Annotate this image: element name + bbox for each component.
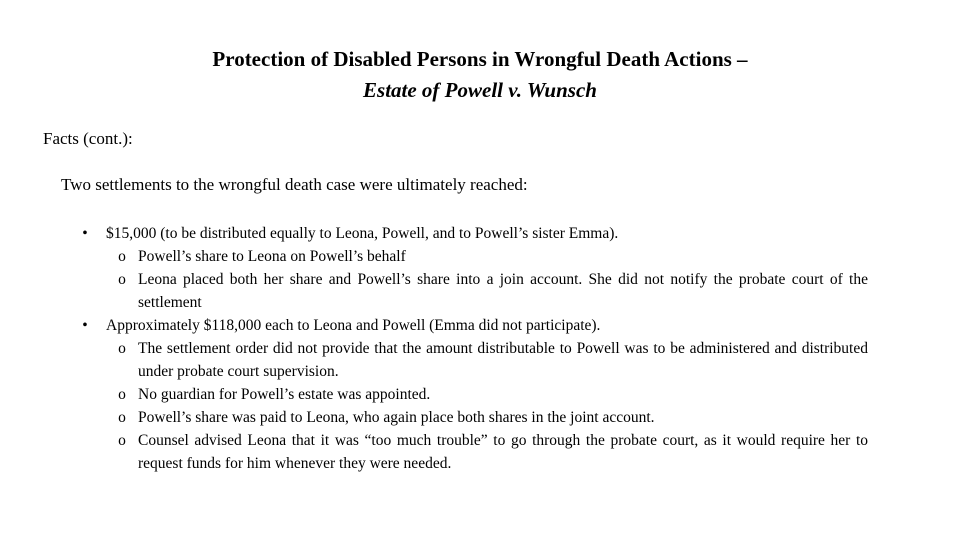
circle-bullet-icon: o <box>118 340 126 357</box>
sub-bullet-item <box>78 268 868 314</box>
sub-bullet-text: Powell’s share to Leona on Powell’s behalf <box>138 248 406 265</box>
bullet-item <box>78 314 868 337</box>
sub-bullet-text: No guardian for Powell’s estate was appointed. <box>138 386 431 403</box>
sub-bullet-text: Powell’s share was paid to Leona, who again place both shares in the joint account. <box>138 409 655 426</box>
sub-bullet-item <box>78 245 868 268</box>
circle-bullet-icon: o <box>118 248 126 265</box>
bullet-text: Approximately $118,000 each to Leona and Powell (Emma did not participate). <box>106 317 601 334</box>
circle-bullet-icon: o <box>118 271 126 288</box>
slide-title-line-2: Estate of Powell v. Wunsch <box>363 78 597 102</box>
sub-bullet-text: Leona placed both her share and Powell’s share into a join account. She did not notify the probate court of the settlement <box>138 271 868 311</box>
intro-text: Two settlements to the wrongful death case were ultimately reached: <box>61 175 528 194</box>
sub-bullet-item <box>78 406 868 429</box>
bullet-text: $15,000 (to be distributed equally to Leona, Powell, and to Powell’s sister Emma). <box>106 225 619 242</box>
sub-bullet-item <box>78 429 868 475</box>
sub-bullet-text: Counsel advised Leona that it was “too much trouble” to go through the probate court, as it would require her to request funds for him whenever they were needed. <box>138 432 868 472</box>
settlement-list <box>78 222 868 475</box>
bullet-item <box>78 222 868 245</box>
bullet-dot-icon: • <box>82 225 88 242</box>
sub-bullet-item <box>78 383 868 406</box>
sub-bullet-text: The settlement order did not provide that the amount distributable to Powell was to be administered and distributed under probate court supervision. <box>138 340 868 380</box>
circle-bullet-icon: o <box>118 432 126 449</box>
circle-bullet-icon: o <box>118 386 126 403</box>
bullet-dot-icon: • <box>82 317 88 334</box>
slide-title-line-1: Protection of Disabled Persons in Wrongful Death Actions – <box>212 47 748 71</box>
sub-bullet-item <box>78 337 868 383</box>
circle-bullet-icon: o <box>118 409 126 426</box>
facts-heading: Facts (cont.): <box>43 129 133 148</box>
